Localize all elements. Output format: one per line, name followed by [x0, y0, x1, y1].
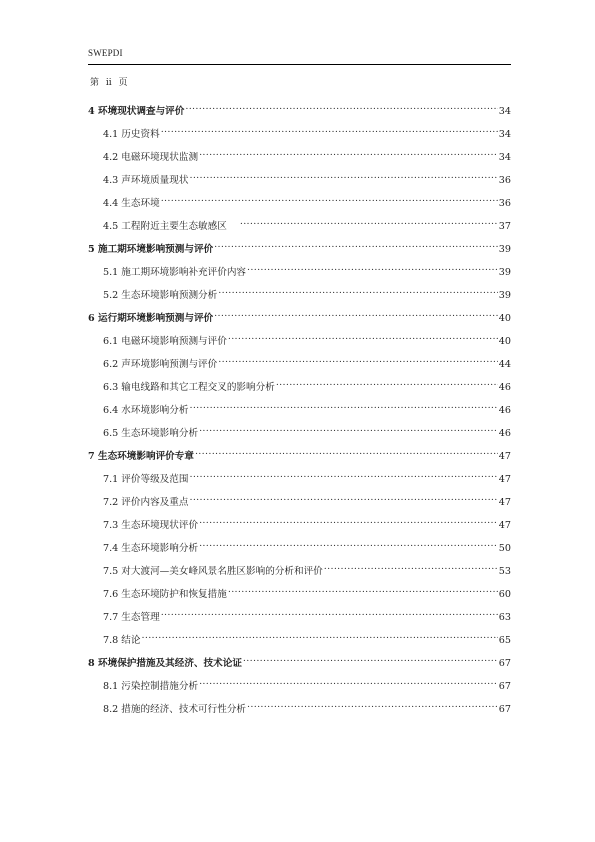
- toc-page-number: 50: [498, 543, 511, 554]
- dot-leader: [161, 125, 498, 137]
- toc-page-number: 39: [498, 244, 511, 255]
- toc-page-number: 47: [498, 520, 511, 531]
- dot-leader: [189, 493, 497, 505]
- dot-leader: [218, 355, 498, 367]
- toc-entry-6-4[interactable]: [103, 401, 511, 417]
- toc-page-number: 47: [498, 497, 511, 508]
- dot-leader: [228, 585, 498, 597]
- toc-page-number: 34: [498, 152, 511, 163]
- toc-entry-7-7[interactable]: [103, 608, 511, 624]
- toc-entry-7-3[interactable]: [103, 516, 511, 532]
- toc-entry-4-4[interactable]: [103, 194, 511, 210]
- dot-leader: [247, 700, 498, 712]
- toc-page-number: 63: [498, 612, 511, 623]
- toc-entry-6-2[interactable]: [103, 355, 511, 371]
- toc-entry-4-1[interactable]: [103, 125, 511, 141]
- dot-leader: [240, 217, 498, 229]
- dot-leader: [199, 516, 498, 528]
- toc-entry-title: 7.5 对大渡河—美女峰风景名胜区影响的分析和评价: [103, 566, 323, 577]
- toc-page-number: 36: [498, 198, 511, 209]
- toc-page-number: 40: [498, 313, 511, 324]
- toc-entry-7-2[interactable]: [103, 493, 511, 509]
- toc-page-number: 67: [498, 681, 511, 692]
- toc-page-number: 67: [498, 658, 511, 669]
- dot-leader: [189, 171, 497, 183]
- toc-entry-7-4[interactable]: [103, 539, 511, 555]
- toc-entry-7-5[interactable]: [103, 562, 511, 578]
- toc-entry-title: 8.2 措施的经济、技术可行性分析: [103, 704, 247, 715]
- toc-entry-title: 7 生态环境影响评价专章: [88, 451, 194, 462]
- page-number-label: 第 ii 页: [90, 78, 128, 88]
- toc-page-number: 46: [498, 405, 511, 416]
- toc-entry-title: 8 环境保护措施及其经济、技术论证: [88, 658, 242, 669]
- toc-page-number: 47: [498, 474, 511, 485]
- toc-entry-title: 4.2 电磁环境现状监测: [103, 152, 199, 163]
- toc-entry-chapter-8[interactable]: [88, 654, 511, 670]
- toc-entry-6-5[interactable]: [103, 424, 511, 440]
- toc-entry-title: 7.4 生态环境影响分析: [103, 543, 199, 554]
- dot-leader: [243, 654, 498, 666]
- toc-entry-title: 6.4 水环境影响分析: [103, 405, 189, 416]
- toc-entry-7-6[interactable]: [103, 585, 511, 601]
- toc-entry-title: 6.5 生态环境影响分析: [103, 428, 199, 439]
- toc-entry-8-2[interactable]: [103, 700, 511, 716]
- toc-entry-title: 7.1 评价等级及范围: [103, 474, 189, 485]
- toc-entry-4-3[interactable]: [103, 171, 511, 187]
- toc-entry-7-1[interactable]: [103, 470, 511, 486]
- dot-leader: [199, 677, 498, 689]
- toc-entry-4-2[interactable]: [103, 148, 511, 164]
- toc-entry-title: 7.3 生态环境现状评价: [103, 520, 199, 531]
- toc-entry-title: 6.2 声环境影响预测与评价: [103, 359, 218, 370]
- toc-page-number: 53: [498, 566, 511, 577]
- toc-entry-title: 6 运行期环境影响预测与评价: [88, 313, 214, 324]
- toc-entry-title: 5 施工期环境影响预测与评价: [88, 244, 214, 255]
- toc-entry-title: 6.3 输电线路和其它工程交叉的影响分析: [103, 382, 275, 393]
- toc-entry-title: 4.4 生态环境: [103, 198, 160, 209]
- toc-entry-chapter-6[interactable]: [88, 309, 511, 325]
- dot-leader: [214, 240, 498, 252]
- dot-leader: [185, 102, 497, 114]
- dot-leader: [161, 608, 498, 620]
- dot-leader: [214, 309, 498, 321]
- toc-entry-title: 4.1 历史资料: [103, 129, 160, 140]
- toc-entry-8-1[interactable]: [103, 677, 511, 693]
- toc-entry-title: 7.8 结论: [103, 635, 141, 646]
- toc-entry-title: 4 环境现状调查与评价: [88, 106, 185, 117]
- toc-page-number: 46: [498, 428, 511, 439]
- toc-entry-chapter-4[interactable]: [88, 102, 511, 118]
- toc-page-number: 65: [498, 635, 511, 646]
- toc-page-number: 36: [498, 175, 511, 186]
- toc-entry-6-1[interactable]: [103, 332, 511, 348]
- toc-page-number: 40: [498, 336, 511, 347]
- toc-entry-title: 8.1 污染控制措施分析: [103, 681, 199, 692]
- toc-entry-7-8[interactable]: [103, 631, 511, 647]
- toc-entry-title: 5.1 施工期环境影响补充评价内容: [103, 267, 247, 278]
- toc-page-number: 47: [498, 451, 511, 462]
- dot-leader: [228, 332, 498, 344]
- toc-entry-5-1[interactable]: [103, 263, 511, 279]
- toc-entry-4-5[interactable]: [103, 217, 511, 233]
- dot-leader: [324, 562, 498, 574]
- toc-page-number: 34: [498, 129, 511, 140]
- toc-entry-title: 5.2 生态环境影响预测分析: [103, 290, 218, 301]
- toc-entry-title: 6.1 电磁环境影响预测与评价: [103, 336, 227, 347]
- running-header: SWEPDI: [88, 48, 123, 58]
- toc-page-number: 37: [498, 221, 511, 232]
- dot-leader: [142, 631, 498, 643]
- toc-page-number: 39: [498, 267, 511, 278]
- toc-page-number: 67: [498, 704, 511, 715]
- toc-entry-title: 7.2 评价内容及重点: [103, 497, 189, 508]
- dot-leader: [218, 286, 498, 298]
- dot-leader: [195, 447, 498, 459]
- toc-page-number: 39: [498, 290, 511, 301]
- dot-leader: [199, 539, 498, 551]
- dot-leader: [247, 263, 498, 275]
- toc-entry-chapter-7[interactable]: [88, 447, 511, 463]
- dot-leader: [199, 148, 498, 160]
- toc-page-number: 46: [498, 382, 511, 393]
- toc-entry-title: 7.7 生态管理: [103, 612, 160, 623]
- toc-entry-5-2[interactable]: [103, 286, 511, 302]
- dot-leader: [276, 378, 498, 390]
- toc-entry-chapter-5[interactable]: [88, 240, 511, 256]
- toc-entry-title: 4.3 声环境质量现状: [103, 175, 189, 186]
- toc-entry-title: 7.6 生态环境防护和恢复措施: [103, 589, 227, 600]
- header-divider: [88, 64, 511, 65]
- toc-page-number: 60: [498, 589, 511, 600]
- dot-leader: [189, 470, 497, 482]
- dot-leader: [189, 401, 497, 413]
- toc-page-number: 44: [498, 359, 511, 370]
- toc-entry-title: 4.5 工程附近主要生态敏感区: [103, 221, 227, 232]
- toc-page-number: 34: [498, 106, 511, 117]
- dot-leader: [199, 424, 498, 436]
- toc-entry-6-3[interactable]: [103, 378, 511, 394]
- dot-leader: [161, 194, 498, 206]
